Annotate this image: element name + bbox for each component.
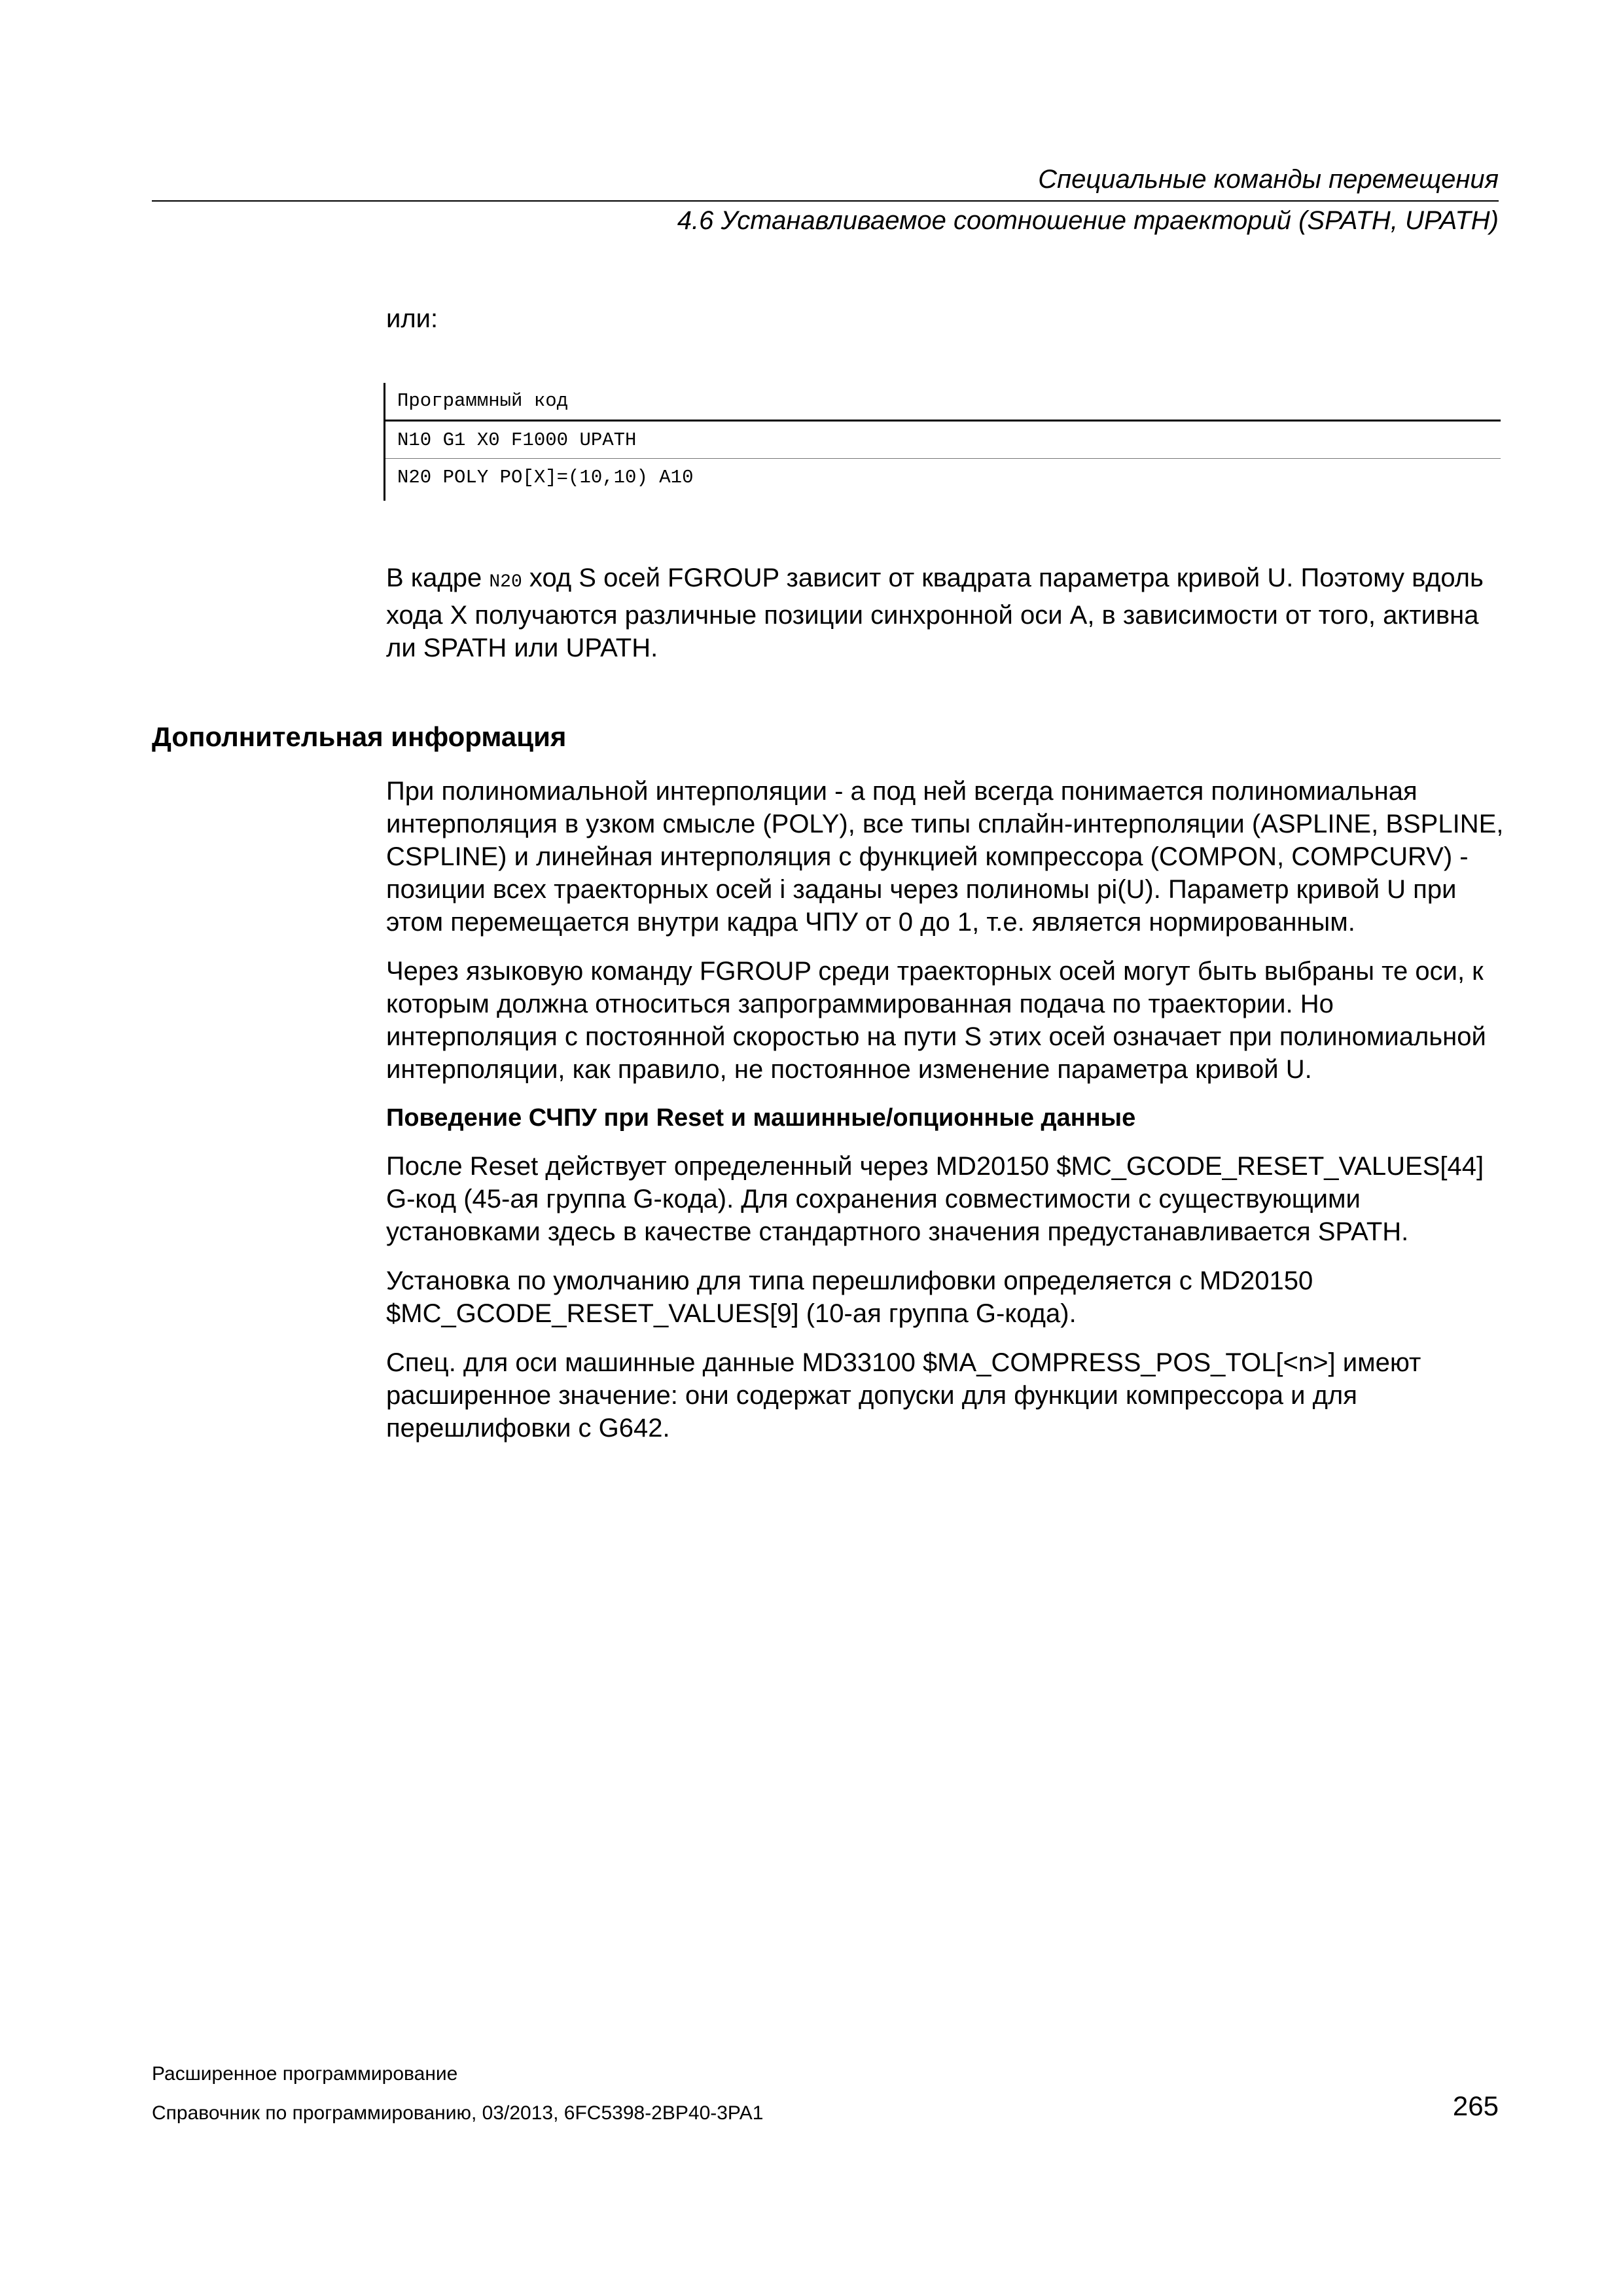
subheading-reset-behavior: Поведение СЧПУ при Reset и машинные/опционные данные [386,1104,1136,1132]
running-header-chapter: Специальные команды перемещения [1038,165,1499,194]
paragraph: Спец. для оси машинные данные MD33100 $MA_COMPRESS_POS_TOL[<n>] имеют расширенное значение: они содержат допуски для функции компрессора и для перешлифовки с G642. [386,1348,1421,1443]
heading-additional-info: Дополнительная информация [152,721,567,752]
main-content [386,775,1512,1461]
code-line: N10 G1 X0 F1000 UPATH [385,422,1501,459]
code-line: N20 POLY PO[X]=(10,10) A10 [397,467,694,488]
running-header-section: 4.6 Устанавливаемое соотношение траекторий (SPATH, UPATH) [677,206,1499,235]
or-label: или: [386,304,438,333]
footer-book-reference: Справочник по программированию, 03/2013, 6FC5398-2BP40-3PA1 [152,2102,764,2124]
inline-code-n20: N20 [489,572,522,592]
paragraph-n20-explanation [386,562,1512,664]
paragraph-rest: ход S осей FGROUP зависит от квадрата параметра кривой U. Поэтому вдоль хода X получаются различные позиции синхронной оси A, в зависимости от того, активна ли SPATH или UPATH. [386,564,1484,662]
paragraph: Установка по умолчанию для типа перешлифовки определяется с MD20150 $MC_GCODE_RESET_VALUES[9] (10-ая группа G-кода). [386,1266,1313,1328]
code-table-header: Программный код [385,383,1501,422]
paragraph: При полиномиальной интерполяции - а под ней всегда понимается полиномиальная интерполяция в узком смысле (POLY), все типы сплайн-интерполяции (ASPLINE, BSPLINE, CSPLINE) и линейная интерполяция с функцией компрессора (COMPON, COMPCURV) - позиции всех траекторных осей i заданы через полиномы pi(U). Параметр кривой U при этом перемещается внутри кадра ЧПУ от 0 до 1, т.е. является нормированным. [386,777,1504,937]
page-number: 265 [1452,2090,1499,2121]
paragraph: После Reset действует определенный через MD20150 $MC_GCODE_RESET_VALUES[44] G-код (45-ая группа G-кода). Для сохранения совместимости с существующими установками здесь в качестве стандартного значения предустанавливается SPATH. [386,1152,1484,1246]
program-code-table [383,383,1501,501]
header-divider [152,200,1499,202]
footer-book-title: Расширенное программирование [152,2063,458,2085]
paragraph: Через языковую команду FGROUP среди траекторных осей могут быть выбраны те оси, к которым должна относиться запрограммированная подача по траектории. Но интерполяция с постоянной скоростью на пути S этих осей означает при полиномиальной интерполяции, как правило, не постоянное изменение параметра кривой U. [386,957,1486,1084]
paragraph-prefix: В кадре [386,564,490,592]
